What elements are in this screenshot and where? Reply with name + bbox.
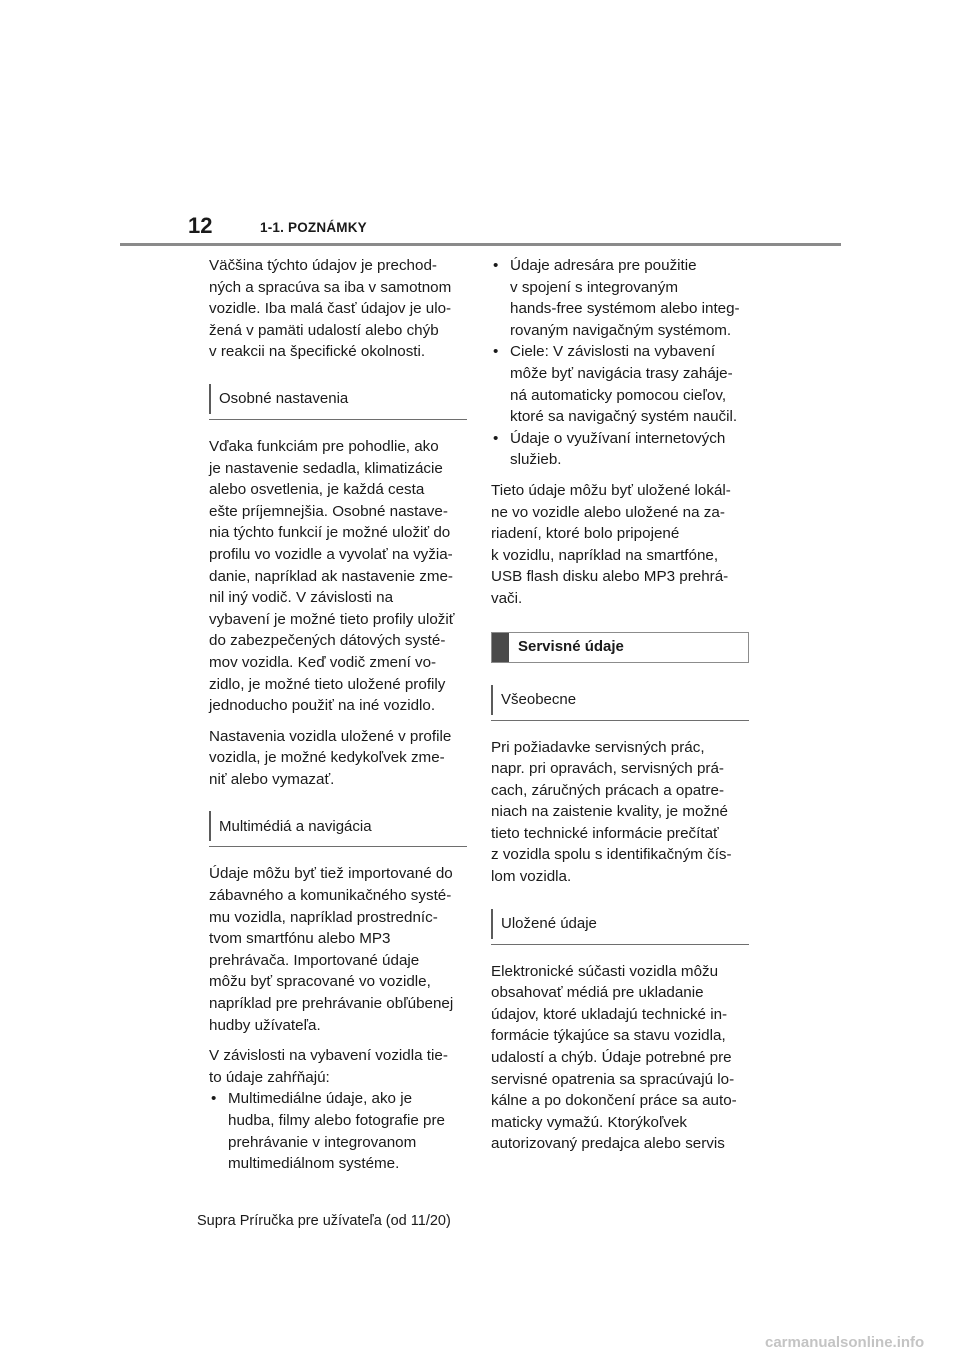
subheading-marker	[209, 384, 211, 414]
list-item: • Údaje adresára pre použitie v spojení s integrovaným hands-free systémom alebo integ- rovaným navigačným systémom.	[491, 255, 749, 341]
paragraph: Vďaka funkciám pre pohodlie, ako je nastavenie sedadla, klimatizácie alebo osvetlenia, je každá cesta ešte príjemnejšia. Osobné nastave- nia týchto funkcií je možné uložiť do profilu vo vozidle a vyvolať na vyžia- danie, napríklad ak nastavenie zme- nil iný vodič. V závislosti na vybavení je možné tieto profily uložiť do zabezpečených dátových systé- mov vozidla. Keď vodič zmení vo- zidlo, je možné tieto uložené profily jednoducho použiť na iné vozidlo.	[209, 437, 455, 715]
paragraph: Údaje môžu byť tiež importované do zábavného a komunikačného systé- mu vozidla, napríklad prostredníc- tvom smartfónu alebo MP3 prehrávača. Importované údaje môžu byť spracované vo vozidle, napríklad pre prehrávanie obľúbenej hudby užívateľa.	[209, 865, 454, 1034]
section-marker	[492, 633, 509, 662]
paragraph: Tieto údaje môžu byť uložené lokál- ne vo vozidle alebo uložené na za- riadení, ktoré bolo pripojené k vozidlu, napríklad na smartfóne, USB flash disku alebo MP3 prehrá- vači.	[491, 481, 731, 607]
paragraph: V závislosti na vybavení vozidla tie- to údaje zahŕňajú:	[209, 1047, 448, 1086]
subheading-label: Multimédiá a navigácia	[219, 817, 372, 835]
right-column	[491, 255, 749, 1164]
subheading-marker	[491, 909, 493, 939]
footer-text: Supra Príručka pre užívateľa (od 11/20)	[197, 1213, 451, 1229]
section-heading-label: Servisné údaje	[518, 637, 624, 655]
chapter-title: 1-1. POZNÁMKY	[260, 220, 367, 235]
left-column	[209, 255, 467, 1184]
bullet-list	[209, 1088, 467, 1174]
subheading-label: Uložené údaje	[501, 914, 597, 932]
paragraph: Pri požiadavke servisných prác, napr. pri opravách, servisných prá- cach, záručných prácach a opatre- niach na zaistenie kvality, je možné tieto technické informácie prečítať z vozidla spolu s identifikačným čís- lom vozidla.	[491, 738, 732, 886]
subheading-label: Všeobecne	[501, 690, 577, 708]
list-item: • Multimediálne údaje, ako je hudba, filmy alebo fotografie pre prehrávanie v integrovanom multimediálnom systéme.	[209, 1088, 467, 1174]
paragraph: Elektronické súčasti vozidla môžu obsahovať médiá pre ukladanie údajov, ktoré ukladajú technické in- formácie týkajúce sa stavu vozidla, udalostí a chýb. Údaje potrebné pre servisné opatrenia sa spracúvajú lo- kálne a po dokončení práce sa auto- maticky vymažú. Ktorýkoľvek autorizovaný predajca alebo servis	[491, 962, 737, 1153]
section-heading-servisne-udaje	[491, 632, 749, 663]
bullet-list	[491, 255, 749, 471]
subheading-osobne-nastavenia	[209, 380, 467, 420]
paragraph: Väčšina týchto údajov je prechod- ných a spracúva sa iba v samotnom vozidle. Iba malá časť údajov je ulo- žená v pamäti udalostí alebo chýb v reakcii na špecifické okolnosti.	[209, 257, 452, 361]
watermark: carmanualsonline.info	[765, 1334, 925, 1351]
subheading-marker	[209, 811, 211, 841]
subheading-ulozene-udaje	[491, 905, 749, 945]
header-divider	[120, 243, 841, 246]
subheading-marker	[491, 685, 493, 715]
subheading-multimedia-navigacia	[209, 807, 467, 847]
paragraph: Nastavenia vozidla uložené v profile vozidla, je možné kedykoľvek zme- niť alebo vymazať.	[209, 727, 452, 788]
page-number: 12	[188, 213, 213, 238]
list-item: • Údaje o využívaní internetových služieb.	[491, 428, 749, 471]
list-item: • Ciele: V závislosti na vybavení môže byť navigácia trasy zaháje- ná automaticky pomocou cieľov, ktoré sa navigačný systém naučil.	[491, 341, 749, 427]
subheading-label: Osobné nastavenia	[219, 390, 349, 408]
subheading-vseobecne	[491, 681, 749, 721]
